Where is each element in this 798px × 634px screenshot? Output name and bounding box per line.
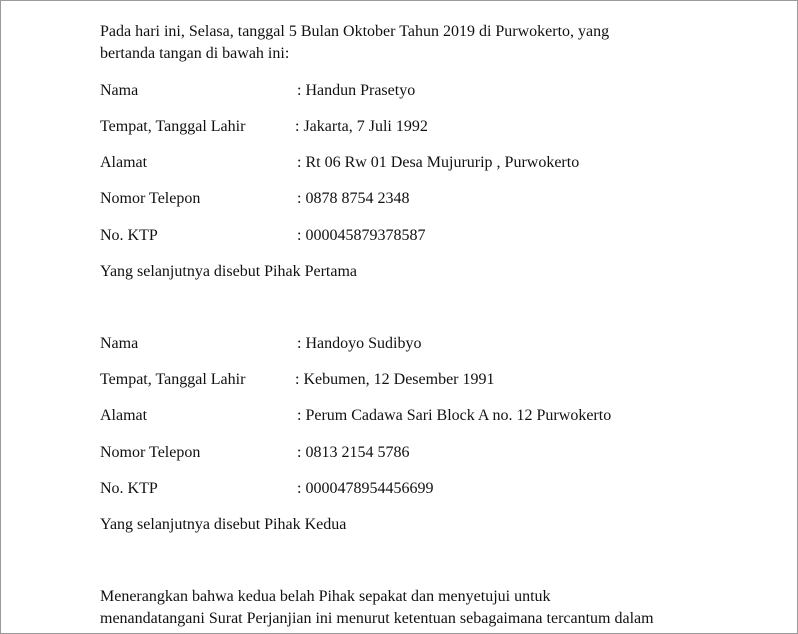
field-value: : 0878 8754 2348 [297,190,410,207]
field-value: : Kebumen, 12 Desember 1991 [295,371,495,388]
party1-closing: Yang selanjutnya disebut Pihak Pertama [100,263,358,280]
field-value: : Handoyo Sudibyo [297,335,422,352]
statement-line-1: Menerangkan bahwa kedua belah Pihak sepakat dan menyetujui untuk [100,588,551,605]
statement-line-2: menandatangani Surat Perjanjian ini menurut ketentuan sebagaimana tercantum dalam [100,610,654,627]
field-label: No. KTP [100,480,158,497]
field-label: Alamat [100,407,148,424]
field-label: Alamat [100,154,148,171]
field-value: : 0813 2154 5786 [297,444,410,461]
field-value: : 0000478954456699 [297,480,434,497]
field-label: Tempat, Tanggal Lahir [100,118,246,135]
field-value: : Handun Prasetyo [297,82,416,99]
field-label: Tempat, Tanggal Lahir [100,371,246,388]
field-label: No. KTP [100,227,158,244]
field-label: Nomor Telepon [100,190,201,207]
field-value: : Perum Cadawa Sari Block A no. 12 Purwokerto [297,407,612,424]
intro-line-2: bertanda tangan di bawah ini: [100,45,290,62]
intro-line-1: Pada hari ini, Selasa, tanggal 5 Bulan Oktober Tahun 2019 di Purwokerto, yang [100,23,610,40]
field-label: Nama [100,82,139,99]
party2-closing: Yang selanjutnya disebut Pihak Kedua [100,516,347,533]
field-value: : 000045879378587 [297,227,426,244]
field-label: Nama [100,335,139,352]
field-value: : Jakarta, 7 Juli 1992 [295,118,428,135]
field-label: Nomor Telepon [100,444,201,461]
field-value: : Rt 06 Rw 01 Desa Mujururip , Purwokerto [297,154,580,171]
